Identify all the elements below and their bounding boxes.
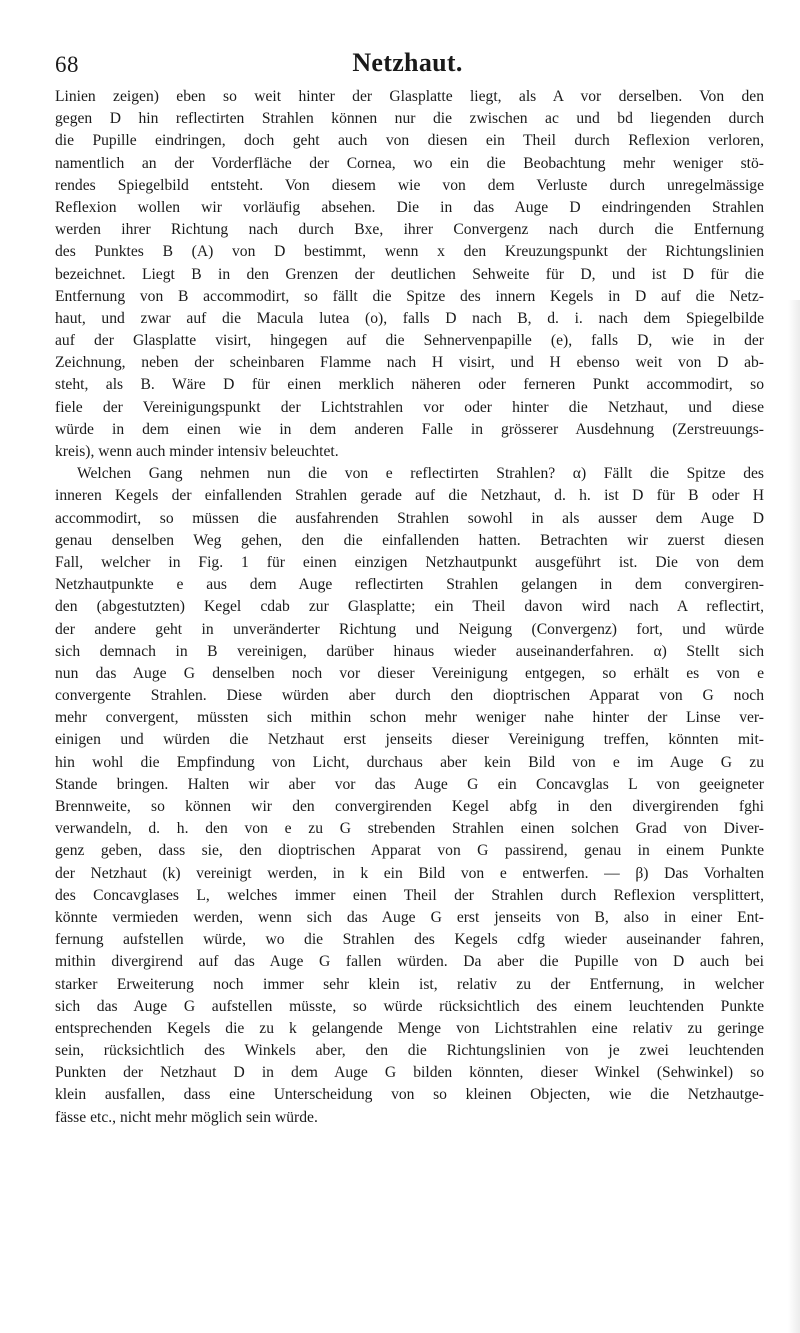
text-line: Netzhautpunkte e aus dem Auge reflectirten Strahlen gelangen in dem convergiren- <box>55 576 764 594</box>
text-line: genau denselben Weg gehen, den die einfallenden hatten. Betrachten wir zuerst diesen <box>55 531 764 549</box>
text-line: kreis), wenn auch minder intensiv beleuchtet. <box>55 443 339 460</box>
text-line: steht, als B. Wäre D für einen merklich näheren oder ferneren Punkt accommodirt, so <box>55 376 764 394</box>
text-line: Welchen Gang nehmen nun die von e reflectirten Strahlen? α) Fällt die Spitze des <box>77 465 764 483</box>
text-line: convergente Strahlen. Diese würden aber durch den dioptrischen Apparat von G noch <box>55 687 764 705</box>
body-text <box>55 86 764 1129</box>
text-line: klein ausfallen, dass eine Unterscheidung von so kleinen Objecten, wie die Netzhautge- <box>55 1086 764 1104</box>
text-line: werden ihrer Richtung nach durch Bxe, ihrer Convergenz nach durch die Entfernung <box>55 221 764 239</box>
text-line: fiele der Vereinigungspunkt der Lichtstrahlen vor oder hinter die Netzhaut, und diese <box>55 398 764 416</box>
text-line: gegen D hin reflectirten Strahlen können nur die zwischen ac und bd liegenden durch <box>55 110 764 128</box>
text-line: Brennweite, so können wir den convergirenden Kegel abfg in den divergirenden fghi <box>55 798 764 815</box>
text-line: auf der Glasplatte visirt, hingegen auf die Sehnervenpapille (e), falls D, wie in der <box>55 332 764 350</box>
text-line: mithin divergirend auf das Auge G fallen würden. Da aber die Pupille von D auch bei <box>55 953 764 971</box>
text-line: sich demnach in B vereinigen, darüber hinaus wieder auseinanderfahren. α) Stellt sich <box>55 642 764 660</box>
text-line: namentlich an der Vorderfläche der Cornea, wo ein die Beobachtung mehr weniger stö- <box>55 154 764 172</box>
text-line: würde in dem einen wie in dem anderen Falle in grösserer Ausdehnung (Zerstreuungs- <box>55 420 764 438</box>
text-line: Stande bringen. Halten wir aber vor das Auge G ein Concavglas L von geeigneter <box>55 775 764 793</box>
text-line: könnte vermieden werden, wenn sich das Auge G erst jenseits von B, also in einer Ent- <box>55 908 764 926</box>
text-line: sein, rücksichtlich des Winkels aber, den die Richtungslinien von je zwei leuchtenden <box>55 1042 764 1060</box>
running-head <box>55 48 760 80</box>
text-line: Reflexion wollen wir vorläufig absehen. Die in das Auge D eindringenden Strahlen <box>55 198 764 216</box>
running-title: Netzhaut. <box>352 48 463 77</box>
text-line: entsprechenden Kegels die zu k gelangende Menge von Lichtstrahlen eine relativ zu geringe <box>55 1019 764 1037</box>
text-line: einigen und würden die Netzhaut erst jenseits dieser Vereinigung treffen, könnten mit- <box>55 731 764 749</box>
text-line: verwandeln, d. h. den von e zu G strebenden Strahlen einen solchen Grad von Diver- <box>55 820 764 838</box>
text-line: Zeichnung, neben der scheinbaren Flamme nach H visirt, und H ebenso weit von D ab- <box>55 354 764 372</box>
text-line: Fall, welcher in Fig. 1 für einen einzigen Netzhautpunkt ausgeführt ist. Die von dem <box>55 553 764 571</box>
text-line: sich das Auge G aufstellen müsste, so würde rücksichtlich des einem leuchtenden Punkte <box>55 997 764 1015</box>
text-line: des Concavglases L, welches immer einen Theil der Strahlen durch Reflexion versplittert, <box>55 886 764 904</box>
text-line: haut, und zwar auf die Macula lutea (o), falls D nach B, d. i. nach dem Spiegelbilde <box>55 309 764 327</box>
text-line: die Pupille eindringen, doch geht auch von diesen ein Theil durch Reflexion verloren, <box>55 132 764 150</box>
text-line: bezeichnet. Liegt B in den Grenzen der deutlichen Sehweite für D, und ist D für die <box>55 265 764 283</box>
text-line: inneren Kegels der einfallenden Strahlen gerade auf die Netzhaut, d. h. ist D für B oder H <box>55 487 764 505</box>
text-line: starker Erweiterung noch immer sehr klein ist, relativ zu der Entfernung, in welcher <box>55 975 764 993</box>
text-line: der andere geht in unveränderter Richtung und Neigung (Convergenz) fort, und würde <box>55 620 764 638</box>
text-line: fernung aufstellen würde, wo die Strahlen des Kegels cdfg wieder auseinander fahren, <box>55 931 764 949</box>
page-edge-shadow <box>788 300 800 1333</box>
text-line: den (abgestutzten) Kegel cdab zur Glasplatte; ein Theil davon wird nach A reflectirt, <box>55 598 764 616</box>
text-line: der Netzhaut (k) vereinigt werden, in k ein Bild von e entwerfen. — β) Das Vorhalten <box>55 864 764 882</box>
page-number: 68 <box>55 52 79 77</box>
text-line: rendes Spiegelbild entsteht. Von diesem wie von dem Verluste durch unregelmässige <box>55 176 764 194</box>
text-line: Linien zeigen) eben so weit hinter der Glasplatte liegt, als A vor derselben. Von den <box>55 88 764 105</box>
text-line: Entfernung von B accommodirt, so fällt die Spitze des innern Kegels in D auf die Netz- <box>55 287 764 305</box>
text-line: mehr convergent, müssten sich mithin schon mehr weniger nahe hinter der Linse ver- <box>55 709 764 727</box>
text-line: accommodirt, so müssen die ausfahrenden Strahlen sowohl in als ausser dem Auge D <box>55 509 764 527</box>
text-line: Punkten der Netzhaut D in dem Auge G bilden könnten, dieser Winkel (Sehwinkel) so <box>55 1064 764 1082</box>
text-line: nun das Auge G denselben noch vor dieser Vereinigung entgegen, so erhält es von e <box>55 664 764 682</box>
text-line: fässe etc., nicht mehr möglich sein würde. <box>55 1108 318 1126</box>
text-line: hin wohl die Empfindung von Licht, durchaus aber kein Bild von e im Auge G zu <box>55 753 764 771</box>
text-line: genz geben, dass sie, den dioptrischen Apparat von G passirend, genau in einem Punkte <box>55 842 764 860</box>
text-line: des Punktes B (A) von D bestimmt, wenn x den Kreuzungspunkt der Richtungslinien <box>55 243 764 261</box>
